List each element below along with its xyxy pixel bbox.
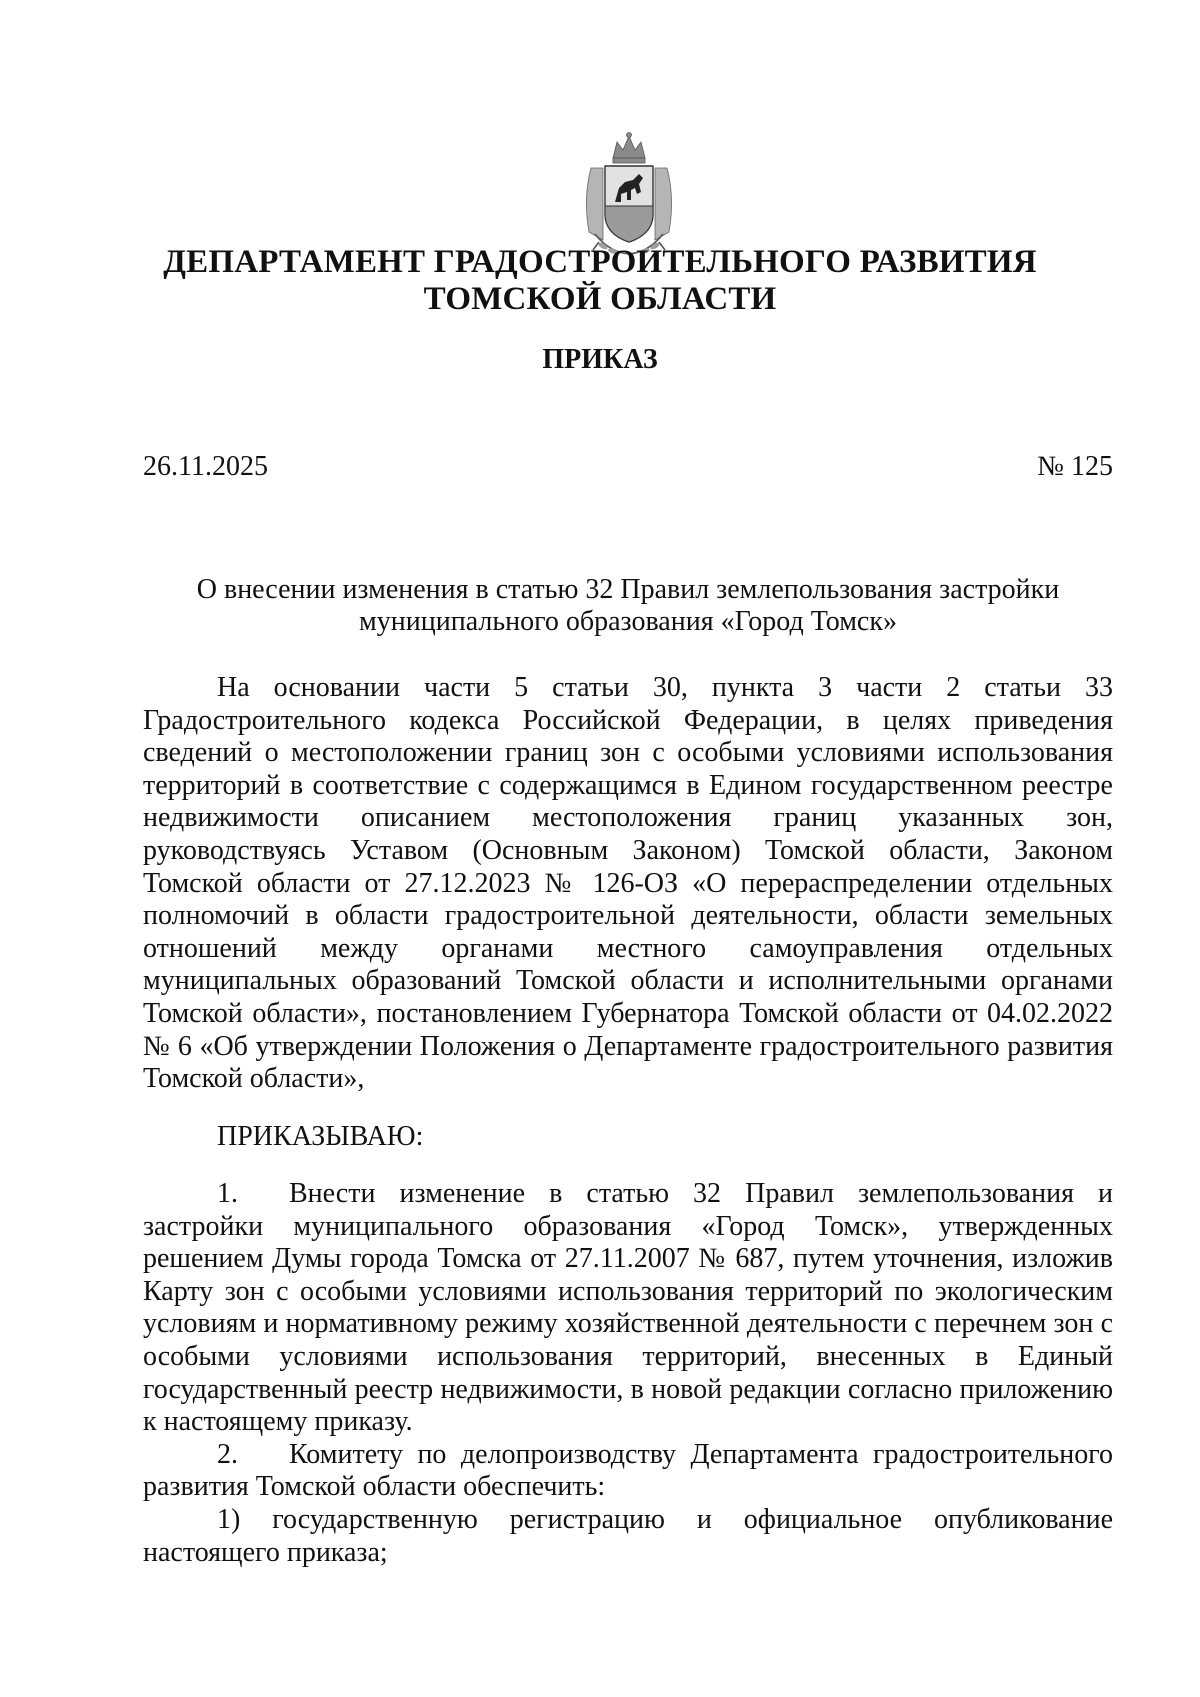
- tomsk-oblast-coat-of-arms-icon: [569, 128, 689, 263]
- item-number: 2.: [217, 1438, 238, 1470]
- preamble-paragraph: На основании части 5 статьи 30, пункта 3 части 2 статьи 33 Градостроительного кодекса Российской Федерации, в целях приведения сведений о местоположении границ зон с особыми условиями использования территорий в соответствие с содержащимся в Едином государственном реестре недвижимости описанием местоположения границ указанных зон, руководствуясь Уставом (Основным Законом) Томской области, Законом Томской области от 27.12.2023 № 126-ОЗ «О перераспределении отдельных полномочий в области градостроительной деятельности, области земельных отношений между органами местного самоуправления отдельных муниципальных образований Томской области и исполнительными органами Томской области», постановлением Губернатора Томской области от 04.02.2022 № 6 «Об утверждении Положения о Департаменте градостроительного развития Томской области»,: [143, 672, 1113, 1095]
- department-title-line-1: ДЕПАРТАМЕНТ ГРАДОСТРОИТЕЛЬНОГО РАЗВИТИЯ: [163, 244, 1037, 280]
- order-word: ПРИКАЗЫВАЮ:: [217, 1121, 424, 1152]
- preamble-block: [143, 672, 1113, 1096]
- document-number: № 125: [1037, 451, 1113, 482]
- order-item-1: [143, 1178, 1113, 1439]
- order-items: [143, 1178, 1113, 1569]
- order-subitem-1: 1) государственную регистрацию и официальное опубликование настоящего приказа;: [143, 1503, 1113, 1568]
- item-text: Комитету по делопроизводству Департамента градостроительного развития Томской области обеспечить:: [143, 1438, 1113, 1503]
- department-title-line-2: ТОМСКОЙ ОБЛАСТИ: [423, 281, 777, 317]
- order-item-2: [143, 1439, 1113, 1504]
- document-date: 26.11.2025: [143, 451, 268, 482]
- item-text: Внести изменение в статью 32 Правил землепользования и застройки муниципального образования «Город Томск», утвержденных решением Думы города Томска от 27.11.2007 № 687, путем уточнения, изложив Карту зон с особыми условиями использования территорий по экологическим условиям и нормативному режиму хозяйственной деятельности с перечнем зон с особыми условиями использования территорий, внесенных в Единый государственный реестр недвижимости, в новой редакции согласно приложению к настоящему приказу.: [143, 1178, 1113, 1438]
- item-number: 1.: [217, 1178, 238, 1209]
- document-type: ПРИКАЗ: [542, 344, 658, 375]
- document-subject: О внесении изменения в статью 32 Правил землепользования застройки муниципального образования «Город Томск»: [196, 574, 1060, 637]
